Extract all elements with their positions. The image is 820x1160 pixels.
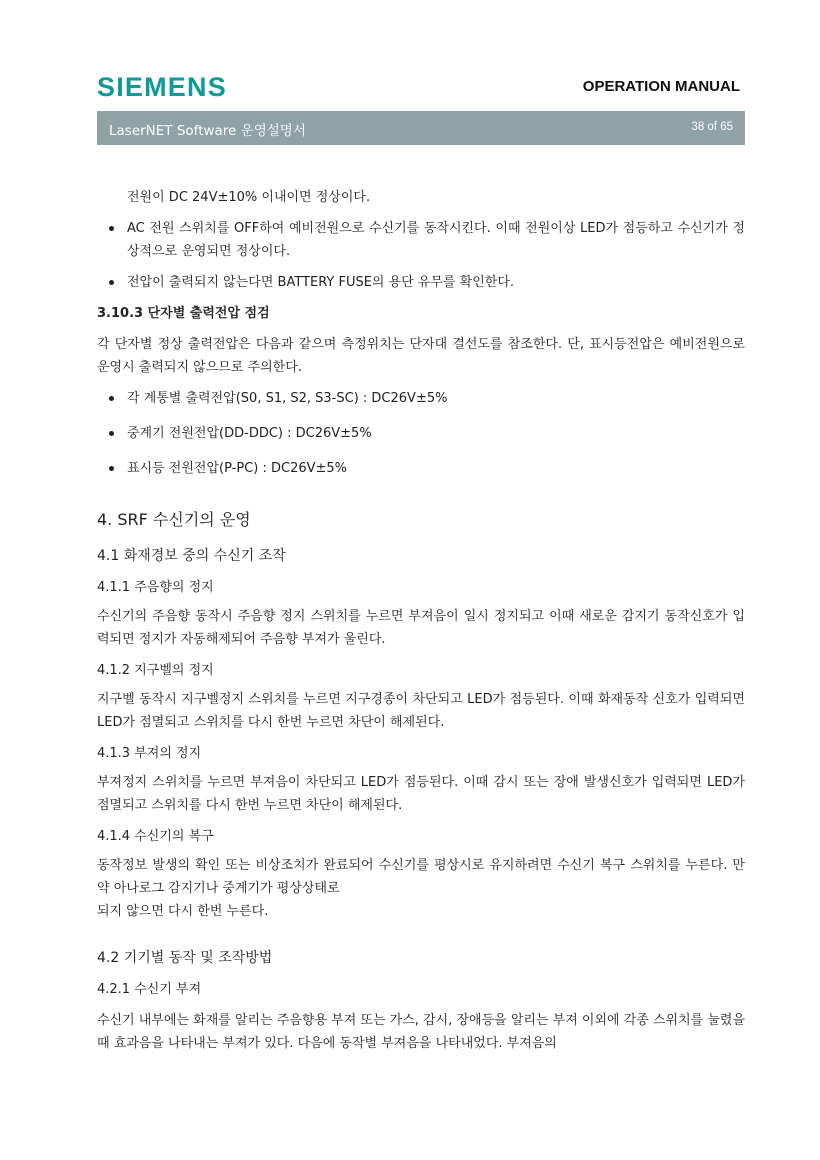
heading-3-10-3: 3.10.3 단자별 출력전압 점검 xyxy=(97,306,270,321)
paragraph-4-1-1: 수신기의 주음향 동작시 주음향 정지 스위치를 누르면 부져음이 일시 정지되고 이때 새로운 감지기 동작신호가 입력되면 정지가 자동해제되어 주음향 부져가 울린다. xyxy=(97,609,745,647)
paragraph-4-1-4-continued: 되지 않으면 다시 한번 누른다. xyxy=(97,904,269,919)
heading-4-1-3: 4.1.3 부져의 정지 xyxy=(97,746,202,761)
heading-4-1: 4.1 화재경보 중의 수신기 조작 xyxy=(97,548,286,564)
page-number: 38 of 65 xyxy=(691,121,733,133)
list-item-voltage-system: 각 계통별 출력전압(S0, S1, S2, S3-SC) : DC26V±5% xyxy=(97,387,745,410)
list-item-voltage-relay: 중계기 전원전압(DD-DDC) : DC26V±5% xyxy=(97,422,745,445)
heading-4-1-2: 4.1.2 지구벨의 정지 xyxy=(97,663,214,678)
title-bar xyxy=(97,111,745,145)
paragraph-4-1-4: 동작정보 발생의 확인 또는 비상조치가 완료되어 수신기를 평상시로 유지하려면 수신기 복구 스위치를 누른다. 만약 아나로그 감지기나 중계기가 평상상태로 xyxy=(97,858,745,896)
heading-4-1-4: 4.1.4 수신기의 복구 xyxy=(97,829,214,844)
heading-4-2: 4.2 기기별 동작 및 조작방법 xyxy=(97,950,273,966)
heading-4-1-1: 4.1.1 주음향의 정지 xyxy=(97,580,214,595)
list-item-ac-switch: AC 전원 스위치를 OFF하여 예비전원으로 수신기를 동작시킨다. 이때 전원이상 LED가 점등하고 수신기가 정상적으로 운영되면 정상이다. xyxy=(97,217,745,263)
power-ok-line: 전원이 DC 24V±10% 이내이면 정상이다. xyxy=(127,190,371,205)
paragraph-4-1-2: 지구벨 동작시 지구벨정지 스위치를 누르면 지구경종이 차단되고 LED가 점등된다. 이때 화재동작 신호가 입력되면 LED가 점멸되고 스위치를 다시 한번 누르면 차단이 해제된다. xyxy=(97,692,745,730)
heading-4-2-1: 4.2.1 수신기 부져 xyxy=(97,982,202,997)
list-item-voltage-indicator: 표시등 전원전압(P-PC) : DC26V±5% xyxy=(97,457,745,480)
paragraph-3-10-3: 각 단자별 정상 출력전압은 다음과 같으며 측정위치는 단자대 결선도를 참조한다. 단, 표시등전압은 예비전원으로 운영시 출력되지 않으므로 주의한다. xyxy=(97,337,745,375)
document-title: LaserNET Software 운영설명서 xyxy=(109,123,306,139)
document-type: OPERATION MANUAL xyxy=(582,78,740,95)
page-header xyxy=(0,0,820,150)
list-item-battery-fuse: 전압이 출력되지 않는다면 BATTERY FUSE의 용단 유무를 확인한다. xyxy=(97,271,745,294)
paragraph-4-2-1: 수신기 내부에는 화재를 알리는 주음향용 부져 또는 가스, 감시, 장애등을 알리는 부져 이외에 각종 스위치를 눌렸을 때 효과음을 나타내는 부져가 있다. 다음에 동작별 부져음을 나타내었다. 부져음의 xyxy=(97,1013,745,1051)
page-content xyxy=(97,186,745,1055)
siemens-logo: SIEMENS xyxy=(97,72,227,102)
paragraph-4-1-3: 부져정지 스위치를 누르면 부져음이 차단되고 LED가 점등된다. 이때 감시 또는 장애 발생신호가 입력되면 LED가 점멸되고 스위치를 다시 한번 누르면 차단이 해제된다. xyxy=(97,775,745,813)
heading-4: 4. SRF 수신기의 운영 xyxy=(97,510,251,529)
